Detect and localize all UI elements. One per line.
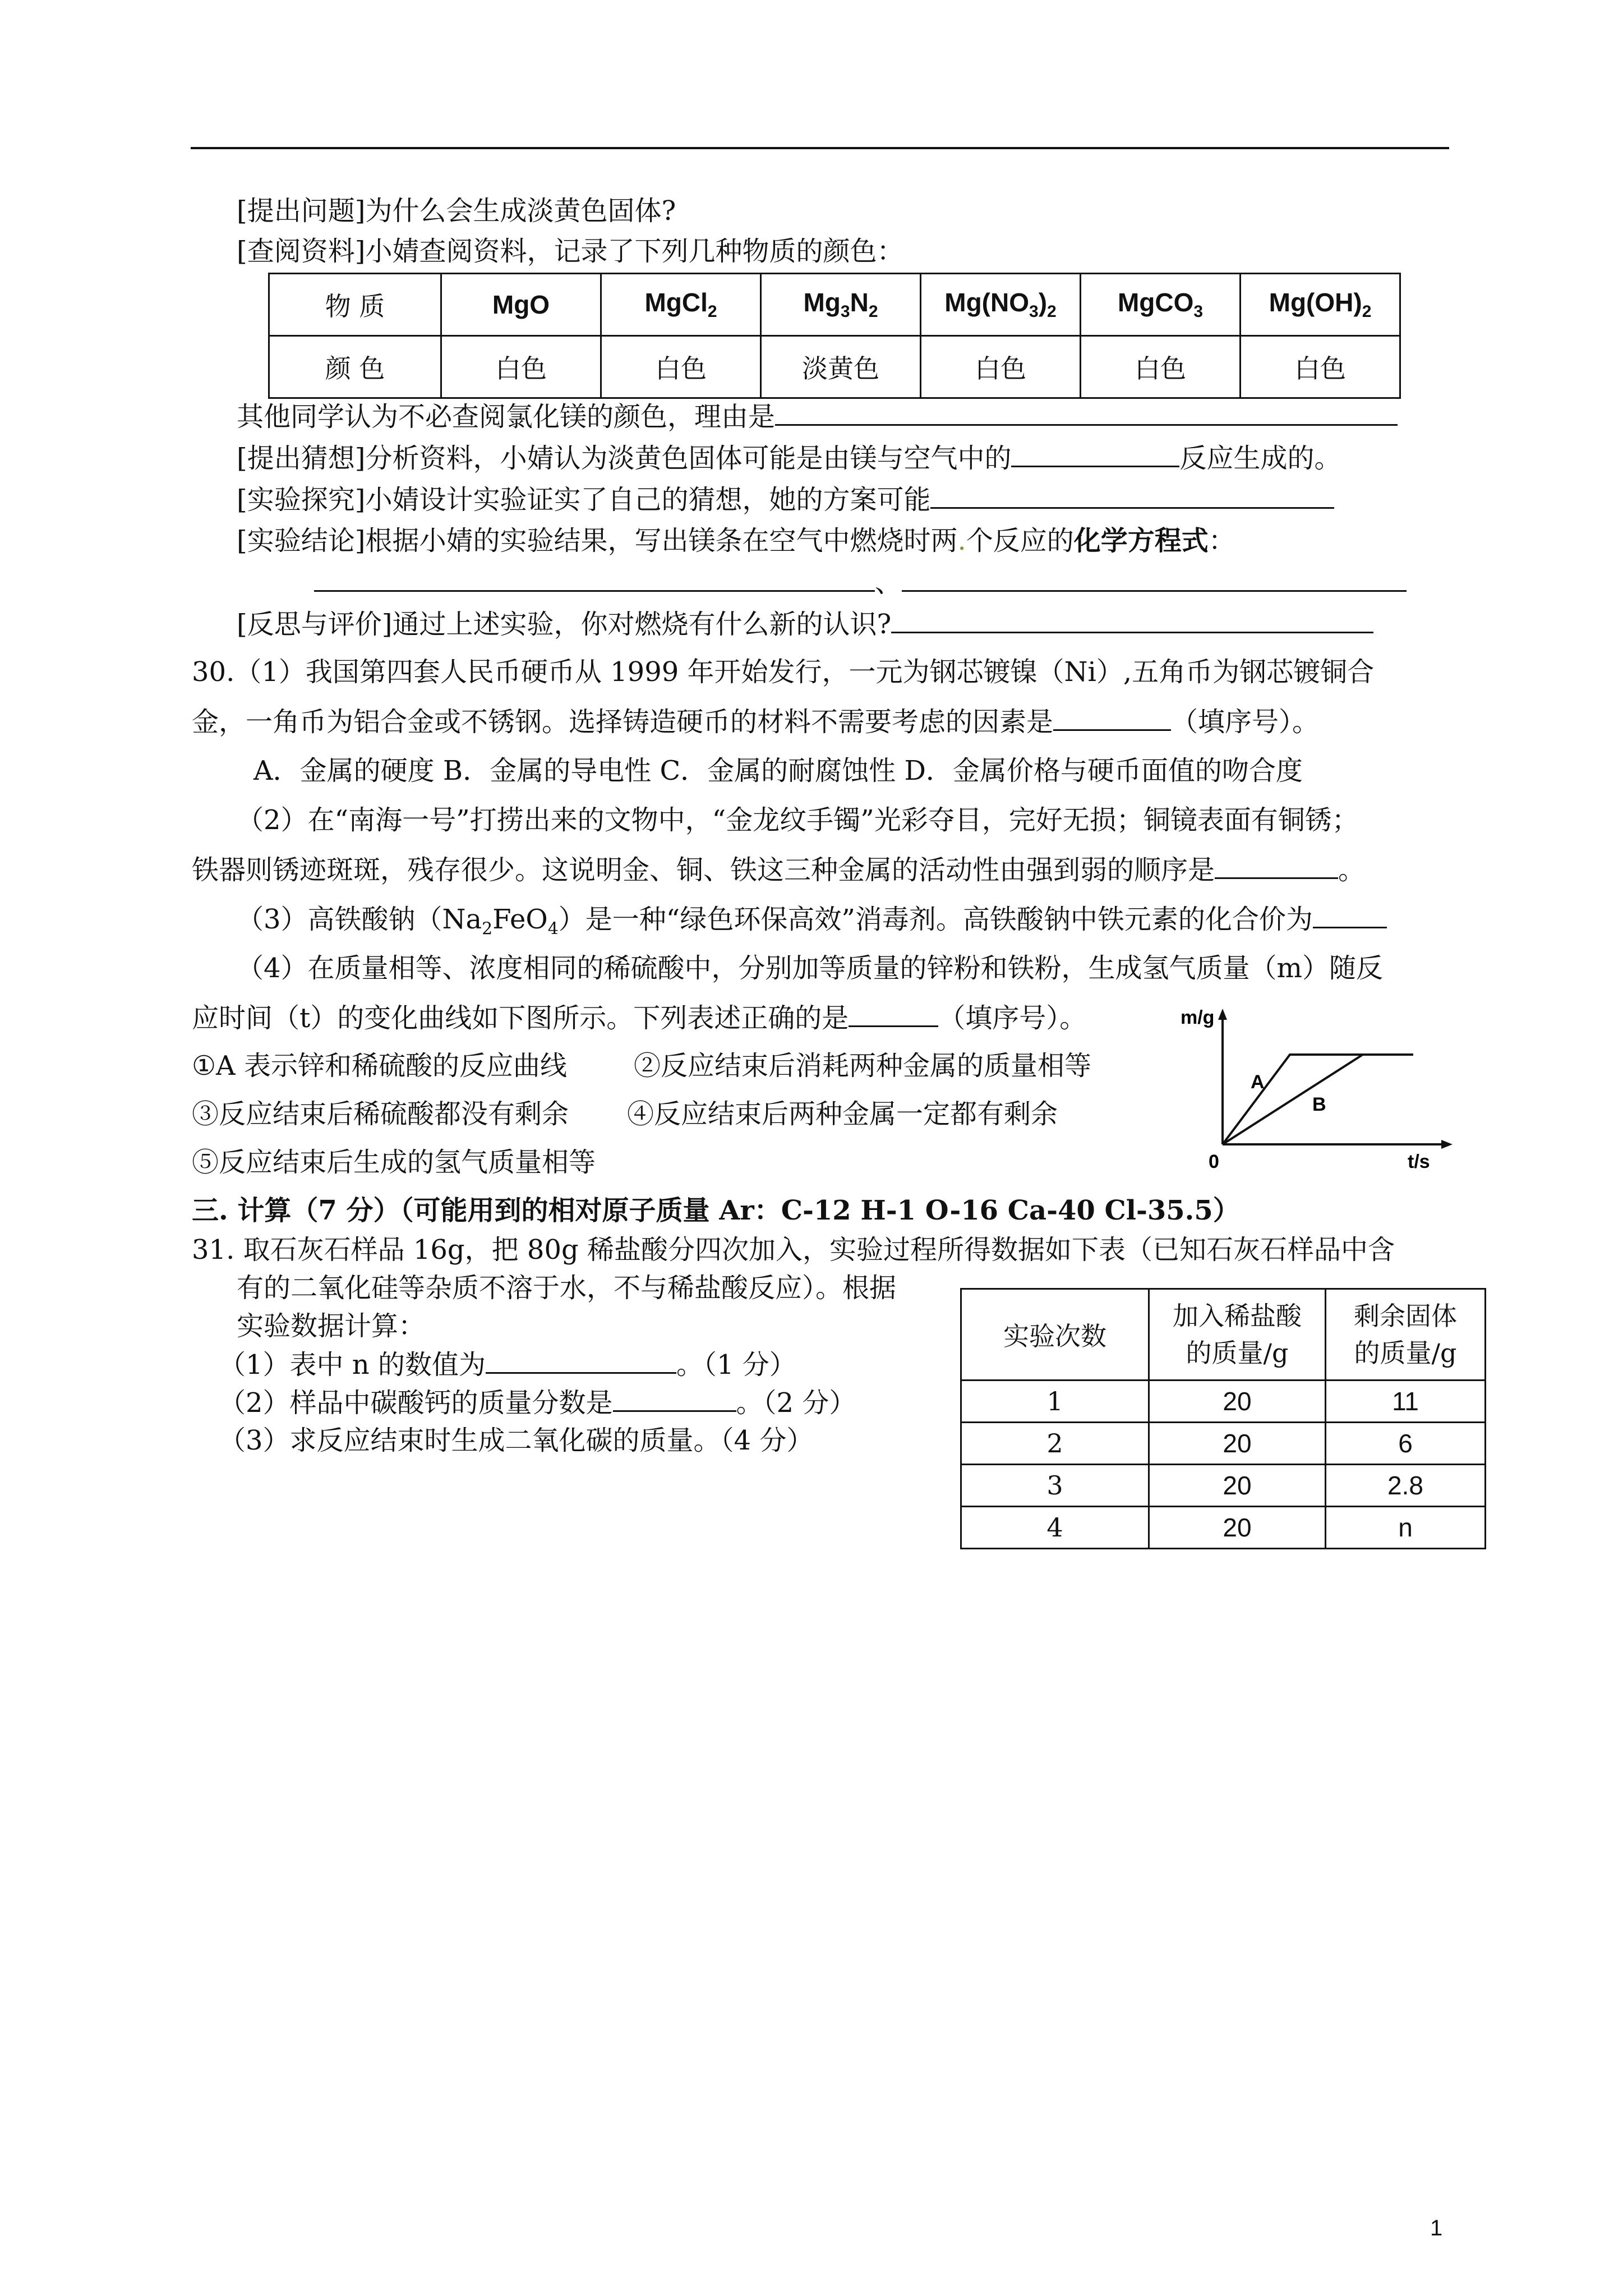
statement-5: ⑤反应结束后生成的氢气质量相等: [192, 1147, 596, 1178]
x-axis-arrow-icon: [1441, 1140, 1453, 1149]
answer-blank[interactable]: [1215, 853, 1338, 879]
table-row: [269, 274, 1400, 336]
formula-text: MgCO: [1117, 288, 1194, 318]
reflection-text: [反思与评价]通过上述实验，你对燃烧有什么新的认识?: [237, 609, 892, 640]
curve-a-label: A: [1251, 1071, 1265, 1093]
q31-sub1-text-end: 。（1 分）: [676, 1349, 796, 1381]
formula-text: ): [1038, 288, 1048, 318]
lookup-line: [查阅资料]小婧查阅资料，记录了下列几种物质的颜色：: [237, 236, 904, 267]
answer-blank[interactable]: [486, 1347, 676, 1374]
table-cell: 白色: [921, 336, 1081, 398]
table-cell: [761, 274, 921, 336]
reflection-line: [237, 607, 1373, 641]
q31-line1: 31. 取石灰石样品 16g，把 80g 稀盐酸分四次加入，实验过程所得数据如下表（已知石灰石样品中含: [192, 1234, 1395, 1266]
problem-line: [提出问题]为什么会生成淡黄色固体?: [237, 195, 676, 227]
q30-p3-text: ）是一种“绿色环保高效”消毒剂。高铁酸钠中铁元素的化合价为: [558, 904, 1313, 935]
q31-sub2-text: （2）样品中碳酸钙的质量分数是: [219, 1387, 613, 1419]
formula-text: N: [850, 288, 869, 318]
q30-p3-text: FeO: [492, 904, 548, 935]
q30-p2-text: 铁器则锈迹斑斑，残存很少。这说明金、铜、铁这三种金属的活动性由强到弱的顺序是: [192, 854, 1215, 886]
hypothesis-line: [237, 441, 1341, 475]
reaction-graph: [1178, 1004, 1458, 1172]
table-row: [269, 336, 1400, 398]
q30-p1-line2: [192, 705, 1319, 739]
q30-p4-line2: [192, 1001, 1086, 1035]
q31-sub1: [219, 1347, 796, 1382]
curve-b-label: B: [1312, 1094, 1326, 1115]
table-cell: [601, 274, 761, 336]
hypothesis-text-end: 反应生成的。: [1179, 443, 1341, 474]
others-text: 其他同学认为不必查阅氯化镁的颜色，理由是: [237, 401, 776, 432]
header-line: 剩余固体: [1354, 1301, 1457, 1331]
conclusion-line: [237, 524, 1235, 558]
q30-p1-line1: 30.（1）我国第四套人民币硬币从 1999 年开始发行，一元为钢芯镀镍（Ni）,五角币为钢芯镀铜合: [192, 656, 1375, 688]
q31-sub2-text-end: 。（2 分）: [736, 1387, 856, 1419]
header-line: 的质量/g: [1354, 1338, 1457, 1368]
table-cell: 淡黄色: [761, 336, 921, 398]
experiment-data-table: [960, 1288, 1486, 1549]
y-axis-arrow-icon: [1218, 1009, 1227, 1020]
page-number: 1: [1430, 2216, 1443, 2240]
formula-subscript: 3: [840, 302, 850, 321]
formula-subscript: 2: [707, 302, 717, 321]
q30-p2-text-end: 。: [1338, 854, 1366, 886]
q30-p2-line2: [192, 853, 1365, 887]
table-cell: n: [1326, 1507, 1486, 1549]
formula-subscript: 3: [1193, 302, 1204, 321]
table-cell: 物 质: [269, 274, 441, 336]
table-cell: 白色: [1241, 336, 1400, 398]
q30-p1-text-end: （填序号）。: [1171, 706, 1320, 738]
statement-3: ③反应结束后稀硫酸都没有剩余: [192, 1098, 569, 1130]
equation-blank-2[interactable]: [902, 565, 1407, 592]
answer-blank[interactable]: [891, 607, 1373, 633]
formula-text: Mg(NO: [944, 288, 1030, 318]
q31-sub3: （3）求反应结束时生成二氧化碳的质量。（4 分）: [219, 1425, 814, 1456]
formula-subscript: 2: [1047, 302, 1057, 321]
table-cell: 20: [1149, 1507, 1326, 1549]
q31-sub1-text: （1）表中 n 的数值为: [219, 1349, 486, 1381]
table-header-row: [961, 1289, 1486, 1381]
separator: 、: [875, 567, 902, 599]
substance-color-table: [268, 273, 1401, 399]
statement-2: ②反应结束后消耗两种金属的质量相等: [634, 1050, 1092, 1082]
table-cell: 6: [1326, 1423, 1486, 1465]
formula-subscript: 2: [1362, 302, 1372, 321]
q30-p3: [237, 902, 1387, 946]
equation-blank-1[interactable]: [314, 565, 875, 592]
header-rule: [191, 147, 1449, 149]
answer-blank[interactable]: [1011, 441, 1179, 467]
table-row: [961, 1465, 1486, 1507]
experiment-line: [237, 482, 1334, 517]
table-cell: 2: [961, 1423, 1149, 1465]
table-cell: [1241, 274, 1400, 336]
table-cell: [1081, 274, 1241, 336]
formula-text: Mg(OH): [1269, 288, 1362, 318]
section-3-heading: 三. 计算（7 分）（可能用到的相对原子质量 Ar：C-12 H-1 O-16 Ca-40 Cl-35.5）: [192, 1195, 1240, 1226]
table-header-cell: [1326, 1289, 1486, 1381]
q31-line3: 实验数据计算：: [237, 1310, 426, 1342]
q30-p3-text: （3）高铁酸钠（Na: [237, 904, 482, 935]
formula-subscript: 4: [547, 919, 559, 939]
table-header-cell: 实验次数: [961, 1289, 1149, 1381]
formula-text: Mg: [803, 288, 841, 318]
conclusion-dot: .: [957, 525, 966, 556]
curve-b: [1223, 1055, 1363, 1144]
y-axis-label: m/g: [1181, 1007, 1215, 1028]
table-row: [961, 1507, 1486, 1549]
table-cell: [921, 274, 1081, 336]
formula-text: MgCl: [644, 288, 708, 318]
formula-subscript: 2: [482, 919, 493, 939]
table-cell: MgO: [441, 274, 601, 336]
table-cell: 20: [1149, 1423, 1326, 1465]
conclusion-bold: 化学方程式: [1073, 525, 1209, 556]
answer-blank[interactable]: [775, 399, 1398, 426]
table-cell: 11: [1326, 1381, 1486, 1423]
formula-subscript: 2: [868, 302, 878, 321]
q30-p2-line1: （2）在“南海一号”打捞出来的文物中，“金龙纹手镯”光彩夺目，完好无损；铜镜表面有铜锈；: [237, 804, 1359, 836]
header-line: 的质量/g: [1186, 1338, 1289, 1368]
q30-p1-text: 金，一角币为铝合金或不锈钢。选择铸造硬币的材料不需要考虑的因素是: [192, 706, 1054, 738]
table-cell: 2.8: [1326, 1465, 1486, 1507]
table-cell: 1: [961, 1381, 1149, 1423]
statement-1: ①A 表示锌和稀硫酸的反应曲线: [192, 1050, 567, 1082]
answer-blank[interactable]: [1053, 705, 1171, 731]
experiment-text: [实验探究]小婧设计实验证实了自己的猜想，她的方案可能: [237, 484, 931, 516]
table-cell: 白色: [601, 336, 761, 398]
equation-line: [314, 565, 1407, 600]
table-cell: 20: [1149, 1381, 1326, 1423]
statement-4: ④反应结束后两种金属一定都有剩余: [627, 1098, 1058, 1130]
q30-p4-line1: （4）在质量相等、浓度相同的稀硫酸中，分别加等质量的锌粉和铁粉，生成氢气质量（m）随反: [237, 953, 1384, 984]
others-line: [237, 399, 1398, 434]
table-row: [961, 1381, 1486, 1423]
q31-sub2: [219, 1386, 856, 1420]
answer-blank[interactable]: [613, 1386, 736, 1412]
x-axis-label: t/s: [1408, 1151, 1430, 1172]
table-row: [961, 1423, 1486, 1465]
table-cell: 白色: [1081, 336, 1241, 398]
table-cell: 颜 色: [269, 336, 441, 398]
conclusion-text: [实验结论]根据小婧的实验结果，写出镁条在空气中燃烧时两: [237, 525, 958, 556]
header-line: 加入稀盐酸: [1173, 1301, 1302, 1331]
hypothesis-text: [提出猜想]分析资料，小婧认为淡黄色固体可能是由镁与空气中的: [237, 443, 1012, 474]
table-cell: 白色: [441, 336, 601, 398]
q30-options: A．金属的硬度 B．金属的导电性 C．金属的耐腐蚀性 D．金属价格与硬币面值的吻合度: [253, 755, 1303, 786]
answer-blank[interactable]: [1313, 902, 1387, 928]
answer-blank[interactable]: [849, 1001, 938, 1027]
conclusion-colon: ：: [1208, 525, 1235, 556]
conclusion-text: 个反应的: [966, 525, 1074, 556]
table-header-cell: [1149, 1289, 1326, 1381]
answer-blank[interactable]: [930, 482, 1334, 509]
q30-p4-text: 应时间（t）的变化曲线如下图所示。下列表述正确的是: [192, 1002, 849, 1034]
origin-label: 0: [1209, 1151, 1219, 1172]
formula-subscript: 3: [1029, 302, 1039, 321]
q30-p4-text-end: （填序号）。: [938, 1002, 1087, 1034]
table-cell: 3: [961, 1465, 1149, 1507]
table-cell: 4: [961, 1507, 1149, 1549]
q31-line2: 有的二氧化硅等杂质不溶于水，不与稀盐酸反应）。根据: [237, 1272, 897, 1304]
table-cell: 20: [1149, 1465, 1326, 1507]
